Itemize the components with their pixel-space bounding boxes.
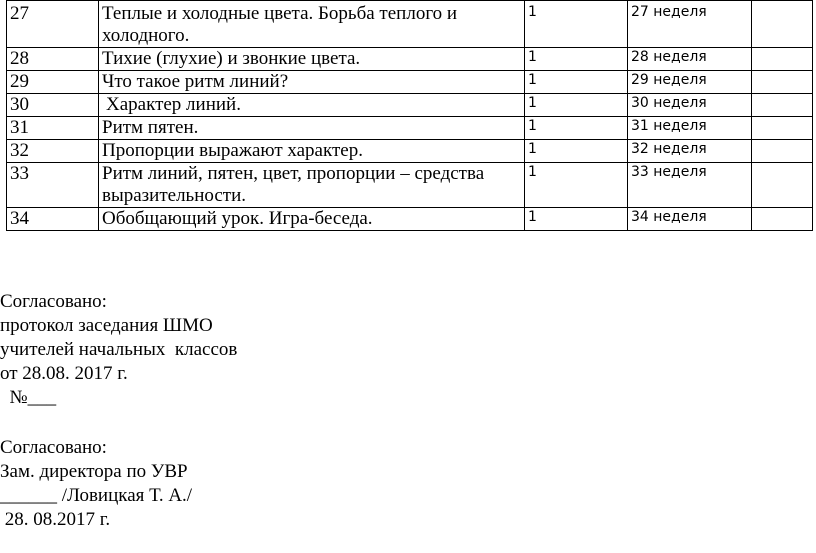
lesson-number: 30 [7, 94, 99, 117]
lesson-hours: 1 [525, 94, 628, 117]
table-row [7, 208, 813, 231]
lesson-title: Ритм линий, пятен, цвет, пропорции – средства выразительности. [99, 163, 525, 208]
lesson-hours: 1 [525, 208, 628, 231]
lesson-number: 31 [7, 117, 99, 140]
lesson-title: Теплые и холодные цвета. Борьба теплого и холодного. [99, 1, 525, 48]
lesson-number: 28 [7, 48, 99, 71]
lesson-week: 34 неделя [628, 208, 752, 231]
lesson-hours: 1 [525, 48, 628, 71]
approval-signature: ______ /Ловицкая Т. А./ [0, 485, 193, 506]
lesson-hours: 1 [525, 71, 628, 94]
lesson-title-text: Характер линий. [106, 94, 241, 115]
lesson-number: 32 [7, 140, 99, 163]
approval-protocol-number: №___ [0, 387, 57, 408]
lesson-week: 29 неделя [628, 71, 752, 94]
approval-uvr-block [0, 436, 192, 532]
lesson-number: 27 [7, 1, 99, 48]
lesson-hours: 1 [525, 117, 628, 140]
lesson-hours: 1 [525, 163, 628, 208]
table-row [7, 1, 813, 48]
lesson-week: 30 неделя [628, 94, 752, 117]
lesson-note [752, 94, 813, 117]
lesson-number: 29 [7, 71, 99, 94]
lesson-plan-table [6, 0, 813, 231]
lesson-note [752, 140, 813, 163]
lesson-title: Обобщающий урок. Игра-беседа. [99, 208, 525, 231]
approval-heading: Согласовано: [0, 437, 107, 458]
lesson-note [752, 71, 813, 94]
lesson-title [99, 94, 525, 117]
approval-shmo-block [0, 290, 237, 410]
lesson-week: 33 неделя [628, 163, 752, 208]
table-row [7, 163, 813, 208]
approval-teachers: учителей начальных классов [0, 339, 238, 360]
lesson-hours: 1 [525, 140, 628, 163]
lesson-title: Тихие (глухие) и звонкие цвета. [99, 48, 525, 71]
approval-date: от 28.08. 2017 г. [0, 363, 128, 384]
table-row [7, 94, 813, 117]
table-row [7, 48, 813, 71]
lesson-note [752, 208, 813, 231]
lesson-week: 28 неделя [628, 48, 752, 71]
lesson-note [752, 1, 813, 48]
table-row [7, 117, 813, 140]
approval-position: Зам. директора по УВР [0, 461, 188, 482]
lesson-note [752, 117, 813, 140]
lesson-title: Ритм пятен. [99, 117, 525, 140]
lesson-week: 31 неделя [628, 117, 752, 140]
lesson-title: Что такое ритм линий? [99, 71, 525, 94]
lesson-note [752, 163, 813, 208]
approval-heading: Согласовано: [0, 291, 107, 312]
lesson-note [752, 48, 813, 71]
approval-protocol: протокол заседания ШМО [0, 315, 213, 336]
lesson-number: 34 [7, 208, 99, 231]
lesson-number: 33 [7, 163, 99, 208]
table-row [7, 140, 813, 163]
lesson-hours: 1 [525, 1, 628, 48]
lesson-week: 32 неделя [628, 140, 752, 163]
lesson-week: 27 неделя [628, 1, 752, 48]
table-row [7, 71, 813, 94]
lesson-title: Пропорции выражают характер. [99, 140, 525, 163]
approval-date: 28. 08.2017 г. [0, 509, 111, 530]
